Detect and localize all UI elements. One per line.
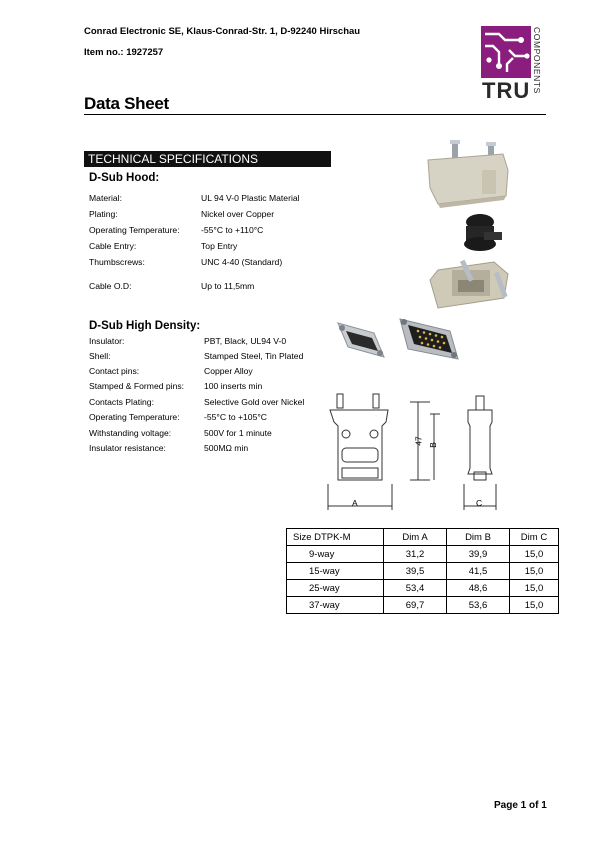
hd-label: Contact pins: [89,366,140,376]
dimension-drawing [318,388,530,514]
table-cell: 53,6 [447,597,510,614]
table-header: Size DTPK-M [287,529,384,546]
table-cell: 53,4 [384,580,447,597]
hood-label: Plating: [89,209,118,219]
table-cell: 15-way [287,563,384,580]
hood-label: Thumbscrews: [89,257,145,267]
table-row [287,563,559,580]
table-cell: 48,6 [447,580,510,597]
table-header: Dim A [384,529,447,546]
hd-value: 500V for 1 minute [204,428,272,438]
section-title-bar: TECHNICAL SPECIFICATIONS [84,151,331,167]
hd-value: 500MΩ min [204,443,249,453]
company-address: Conrad Electronic SE, Klaus-Conrad-Str. 1, D-92240 Hirschau [84,26,361,37]
item-number: Item no.: 1927257 [84,47,164,58]
hd-label: Shell: [89,351,111,361]
hood-label: Material: [89,193,122,203]
hood-value: Up to 11,5mm [201,281,255,291]
hood-value: UNC 4-40 (Standard) [201,257,283,267]
table-cell: 9-way [287,546,384,563]
hood-heading: D-Sub Hood: [89,172,160,184]
table-row [287,546,559,563]
page-title: Data Sheet [84,94,169,113]
high-density-heading: D-Sub High Density: [89,320,201,332]
hd-value: 100 inserts min [204,381,263,391]
hood-label: Cable O.D: [89,281,132,291]
logo-subtext: COMPONENTS [532,27,542,94]
hd-label: Insulator: [89,336,125,346]
table-cell: 15,0 [510,597,559,614]
hd-label: Insulator resistance: [89,443,166,453]
table-header: Dim C [510,529,559,546]
title-divider [84,114,546,115]
hood-value: Nickel over Copper [201,209,275,219]
table-header-row [287,529,559,546]
dim-b-label: B [427,442,438,448]
table-cell: 15,0 [510,546,559,563]
hd-label: Withstanding voltage: [89,428,172,438]
table-cell: 15,0 [510,580,559,597]
hood-value: Top Entry [201,241,238,251]
hood-assembly-photo [408,140,528,320]
dim-c-label: C [476,498,483,508]
hd-value: Selective Gold over Nickel [204,397,305,407]
hood-label: Operating Temperature: [89,225,180,235]
table-cell: 31,2 [384,546,447,563]
logo-text: TRU [482,78,531,103]
table-cell: 15,0 [510,563,559,580]
dim-a-label: A [352,498,358,508]
hd-value: PBT, Black, UL94 V-0 [204,336,287,346]
hood-label: Cable Entry: [89,241,137,251]
hood-value: UL 94 V-0 Plastic Material [201,193,300,203]
table-cell: 41,5 [447,563,510,580]
table-cell: 25-way [287,580,384,597]
dim-47-label: 47 [413,436,424,446]
page-number: Page 1 of 1 [494,800,547,811]
dimensions-table [286,528,559,614]
table-row [287,580,559,597]
table-cell: 37-way [287,597,384,614]
hd-connector-photo [334,313,464,371]
hd-label: Contacts Plating: [89,397,154,407]
hd-value: -55°C to +105°C [204,412,268,422]
hd-value: Copper Alloy [204,366,253,376]
hd-value: Stamped Steel, Tin Plated [204,351,304,361]
table-row [287,597,559,614]
tru-logo-icon [481,26,531,78]
hood-value: -55°C to +110°C [201,225,264,235]
hd-label: Stamped & Formed pins: [89,381,185,391]
table-header: Dim B [447,529,510,546]
table-cell: 39,9 [447,546,510,563]
table-cell: 69,7 [384,597,447,614]
hd-label: Operating Temperature: [89,412,180,422]
table-cell: 39,5 [384,563,447,580]
